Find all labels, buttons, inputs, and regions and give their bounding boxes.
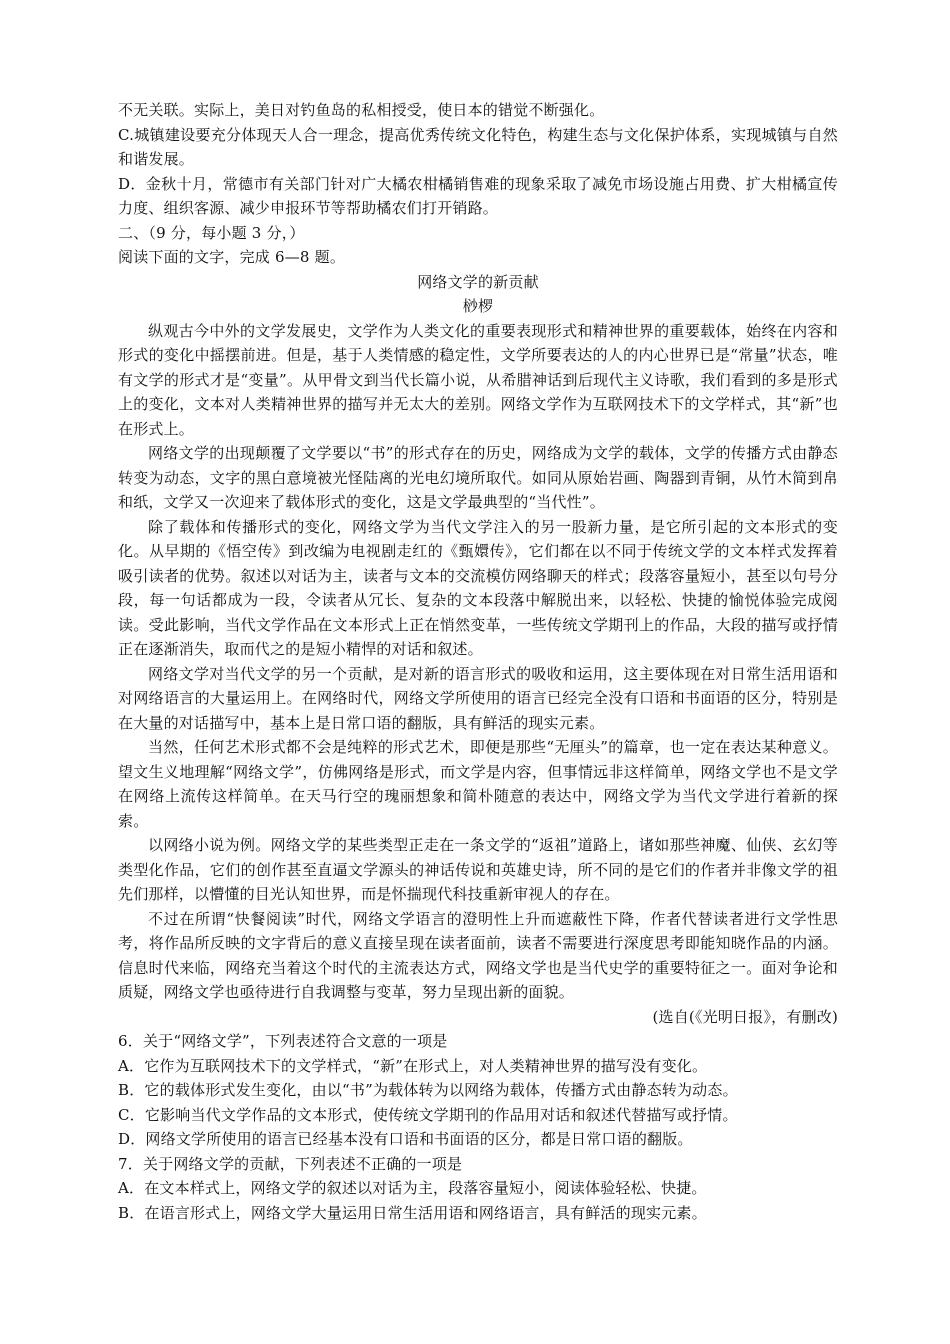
article-paragraph: 除了载体和传播形式的变化，网络文学为当代文学注入的另一股新力量，是它所引起的文本形式的变化。从早期的《悟空传》到改编为电视剧走红的《甄嬛传》，它们都在以不同于传统文学的文本样式发挥着吸引读者的优势。叙述以对话为主，读者与文本的交流模仿网络聊天的样式；段落容量短小，甚至以句号分段，每一句话都成为一段，令读者从冗长、复杂的文本段落中解脱出来，以轻松、快捷的愉悦体验完成阅读。受此影响，当代文学作品在文本形式上正在悄然变革，一些传统文学期刊上的作品，大段的描写或抒情正在逐渐消失，取而代之的是短小精悍的对话和叙述。 bbox=[118, 517, 838, 658]
article-paragraph: 网络文学对当代文学的另一个贡献，是对新的语言形式的吸收和运用，这主要体现在对日常生活用语和对网络语言的大量运用上。在网络时代，网络文学所使用的语言已经完全没有口语和书面语的区分，特别是在大量的对话描写中，基本上是日常口语的翻版，具有鲜活的现实元素。 bbox=[118, 664, 838, 732]
question-7-stem: 7．关于网络文学的贡献，下列表述不正确的一项是 bbox=[118, 1154, 463, 1173]
article-paragraph: 当然，任何艺术形式都不会是纯粹的形式艺术，即便是那些“无厘头”的篇章，也一定在表达某种意义。望文生义地理解“网络文学”，仿佛网络是形式，而文学是内容，但事情远非这样简单，网络文学也不是文学在网络上流传这样简单。在天马行空的瑰丽想象和简朴随意的表达中，网络文学为当代文学进行着新的探索。 bbox=[118, 738, 838, 830]
previous-question-continued: 不无关联。实际上，美日对钓鱼岛的私相授受，使日本的错觉不断强化。 bbox=[118, 101, 605, 119]
question-6-stem: 6．关于“网络文学”，下列表述符合文意的一项是 bbox=[118, 1032, 448, 1050]
article-title: 网络文学的新贡献 bbox=[417, 272, 539, 291]
question-7-option-b: B．在语言形式上，网络文学大量运用日常生活用语和网络语言，具有鲜活的现实元素。 bbox=[118, 1203, 707, 1222]
section-instruction: 阅读下面的文字，完成 6—8 题。 bbox=[118, 248, 346, 266]
article-paragraph: 网络文学的出现颠覆了文学要以“书”的形式存在的历史，网络成为文学的载体，文学的传播方式由静态转变为动态，文字的黑白意境被光怪陆离的光电幻境所取代。如同从原始岩画、陶器到青铜，从竹木简到帛和纸，文学又一次迎来了载体形式的变化，这是文学最典型的“当代性”。 bbox=[118, 444, 838, 511]
article-paragraph: 纵观古今中外的文学发展史，文学作为人类文化的重要表现形式和精神世界的重要载体，始终在内容和形式的变化中摇摆前进。但是，基于人类情感的稳定性，文学所要表达的人的内心世界已是“常量”状态，唯有文学的形式才是“变量”。从甲骨文到当代长篇小说，从希腊神话到后现代主义诗歌，我们看到的多是形式上的变化，文本对人类精神世界的描写并无太大的差别。网络文学作为互联网技术下的文学样式，其“新”也在形式上。 bbox=[118, 321, 838, 438]
question-7-option-a: A．在文本样式上，网络文学的叙述以对话为主，段落容量短小，阅读体验轻松、快捷。 bbox=[118, 1179, 707, 1197]
article-source: (选自(《光明日报》，有删改) bbox=[652, 1007, 838, 1026]
article-paragraph: 不过在所谓“快餐阅读”时代，网络文学语言的澄明性上升而遮蔽性下降，作者代替读者进行文学性思考，将作品所反映的文字背后的意义直接呈现在读者面前，读者不需要进行深度思考即能知晓作品的内涵。信息时代来临，网络充当着这个时代的主流表达方式，网络文学也是当代史学的重要特征之一。面对争论和质疑，网络文学也亟待进行自我调整与变革，努力呈现出新的面貌。 bbox=[118, 909, 838, 1001]
section-heading: 二、（9 分，每小题 3 分，） bbox=[118, 223, 305, 242]
question-6-option-b: B．它的载体形式发生变化，由以“书”为载体转为以网络为载体，传播方式由静态转为动态。 bbox=[118, 1081, 738, 1099]
option-d: D．金秋十月，常德市有关部门针对广大橘农柑橘销售难的现象采取了减免市场设施占用费、扩大柑橘宣传力度、组织客源、减少申报环节等帮助橘农们打开销路。 bbox=[118, 174, 838, 217]
question-6-option-a: A．它作为互联网技术下的文学样式，“新”在形式上，对人类精神世界的描写没有变化。 bbox=[118, 1056, 708, 1075]
question-6-option-c: C．它影响当代文学作品的文本形式，使传统文学期刊的作品用对话和叙述代替描写或抒情。 bbox=[118, 1105, 738, 1124]
article-author: 桫椤 bbox=[462, 297, 494, 315]
option-c: C.城镇建设要充分体现天人合一理念，提高优秀传统文化特色，构建生态与文化保护体系，实现城镇与自然和谐发展。 bbox=[118, 125, 838, 168]
exam-page bbox=[118, 98, 838, 1225]
article-paragraph: 以网络小说为例。网络文学的某些类型正走在一条文学的“返祖”道路上，诸如那些神魔、仙侠、玄幻等类型化作品，它们的创作甚至直逼文学源头的神话传说和英雄史诗，所不同的是它们的作者并非像文学的祖先们那样，以懵懂的目光认知世界，而是怀揣现代科技重新审视人的存在。 bbox=[118, 836, 838, 903]
question-6-option-d: D．网络文学所使用的语言已经基本没有口语和书面语的区分，都是日常口语的翻版。 bbox=[118, 1130, 693, 1148]
